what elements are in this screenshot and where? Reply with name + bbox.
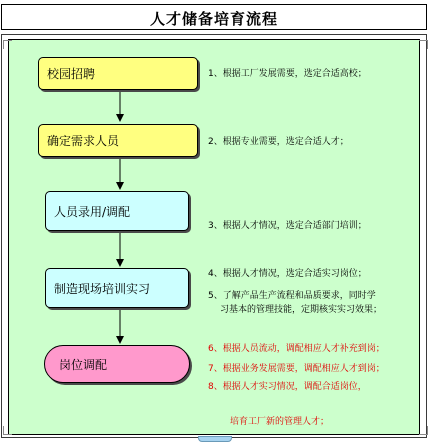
note-1: 1、根据工厂发展需要，选定合适高校； bbox=[208, 69, 367, 79]
scroll-tab[interactable] bbox=[198, 436, 232, 442]
step-position-allocation[interactable] bbox=[44, 345, 190, 383]
note-2: 2、根据专业需要，选定合适人才； bbox=[208, 137, 349, 147]
step-onsite-training[interactable] bbox=[45, 268, 189, 308]
crop-mark-bottom-right bbox=[419, 426, 428, 435]
step-hiring-allocation[interactable] bbox=[45, 191, 189, 231]
note-4: 4、根据人才情况，选定合适实习岗位； bbox=[208, 269, 367, 279]
note-8: 8、根据人才实习情况，调配合适岗位， bbox=[208, 382, 367, 392]
title-bar bbox=[1, 4, 427, 30]
step-label: 制造现场培训实习 bbox=[54, 281, 151, 296]
note-9: 培育工厂新的管理人才； bbox=[230, 417, 330, 427]
crop-mark-top-right bbox=[419, 40, 428, 49]
step-determine-needs[interactable] bbox=[38, 124, 198, 157]
page-title: 人才储备培育流程 bbox=[149, 10, 278, 28]
step-label: 人员录用/调配 bbox=[54, 204, 131, 219]
step-label: 校园招聘 bbox=[47, 67, 96, 81]
crop-mark-top-left bbox=[3, 40, 12, 49]
crop-mark-bottom-left bbox=[3, 426, 12, 435]
note-3: 3、根据人才情况，选定合适部门培训； bbox=[208, 221, 367, 231]
note-7: 7、根据业务发展需要，调配相应人才到岗； bbox=[208, 364, 385, 374]
step-campus-recruitment[interactable] bbox=[38, 57, 198, 90]
step-label: 确定需求人员 bbox=[47, 134, 120, 148]
note-5-line-1: 5、了解产品生产流程和品质要求，同时学 bbox=[208, 291, 376, 301]
note-6: 6、根据人员流动，调配相应人才补充到岗； bbox=[208, 344, 385, 354]
step-label: 岗位调配 bbox=[59, 357, 108, 372]
note-5-line-2: 习基本的管理技能，定期核实实习效果； bbox=[220, 305, 383, 315]
